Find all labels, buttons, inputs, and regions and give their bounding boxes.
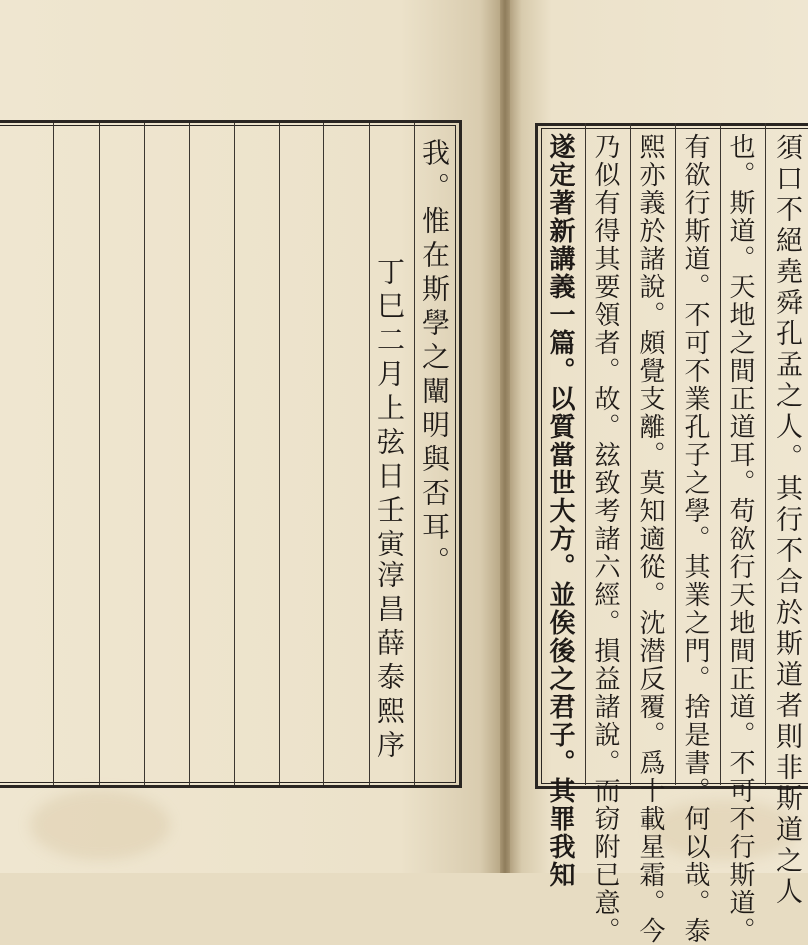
- text-column: 也。斯道。天地之間正道耳。苟欲行天地間正道。不可不行斯道。: [725, 133, 755, 945]
- text-column: 乃似有得其要領者。故。玆致考諸六經。損益諸說。而窃附已意。: [590, 133, 620, 945]
- column-rule: [369, 123, 370, 785]
- column-rule: [585, 123, 586, 785]
- author-signature: 淳昌薛泰熙序: [373, 560, 406, 764]
- column-rule: [720, 123, 721, 785]
- text-column: 須口不絕堯舜孔孟之人。其行不合於斯道者則非斯道之人: [771, 133, 802, 908]
- paper-stain: [30, 790, 170, 860]
- column-rule: [53, 123, 54, 785]
- text-column: 有欲行斯道。不可不業孔子之學。其業之門。捨是書。何以哉。泰: [680, 133, 710, 945]
- date-line: 丁巳二月上弦日壬寅: [373, 257, 406, 563]
- right-page-frame: [535, 123, 808, 789]
- column-rule: [765, 123, 766, 785]
- text-column: 我。惟在斯學之闡明與否耳。: [418, 138, 451, 580]
- book-gutter: [500, 0, 510, 873]
- text-column: 熙亦義於諸說。頗覺支離。莫知適從。沈潜反覆。爲十載星霜。今: [635, 133, 665, 945]
- column-rule: [630, 123, 631, 785]
- text-column: 遂定著新講義一篇。以質當世大方。並俟後之君子。其罪我知: [545, 133, 575, 889]
- column-rule: [323, 123, 324, 785]
- column-rule: [144, 123, 145, 785]
- column-rule: [99, 123, 100, 785]
- column-rule: [279, 123, 280, 785]
- column-rule: [234, 123, 235, 785]
- column-rule: [675, 123, 676, 785]
- column-rule: [414, 123, 415, 785]
- column-rule: [189, 123, 190, 785]
